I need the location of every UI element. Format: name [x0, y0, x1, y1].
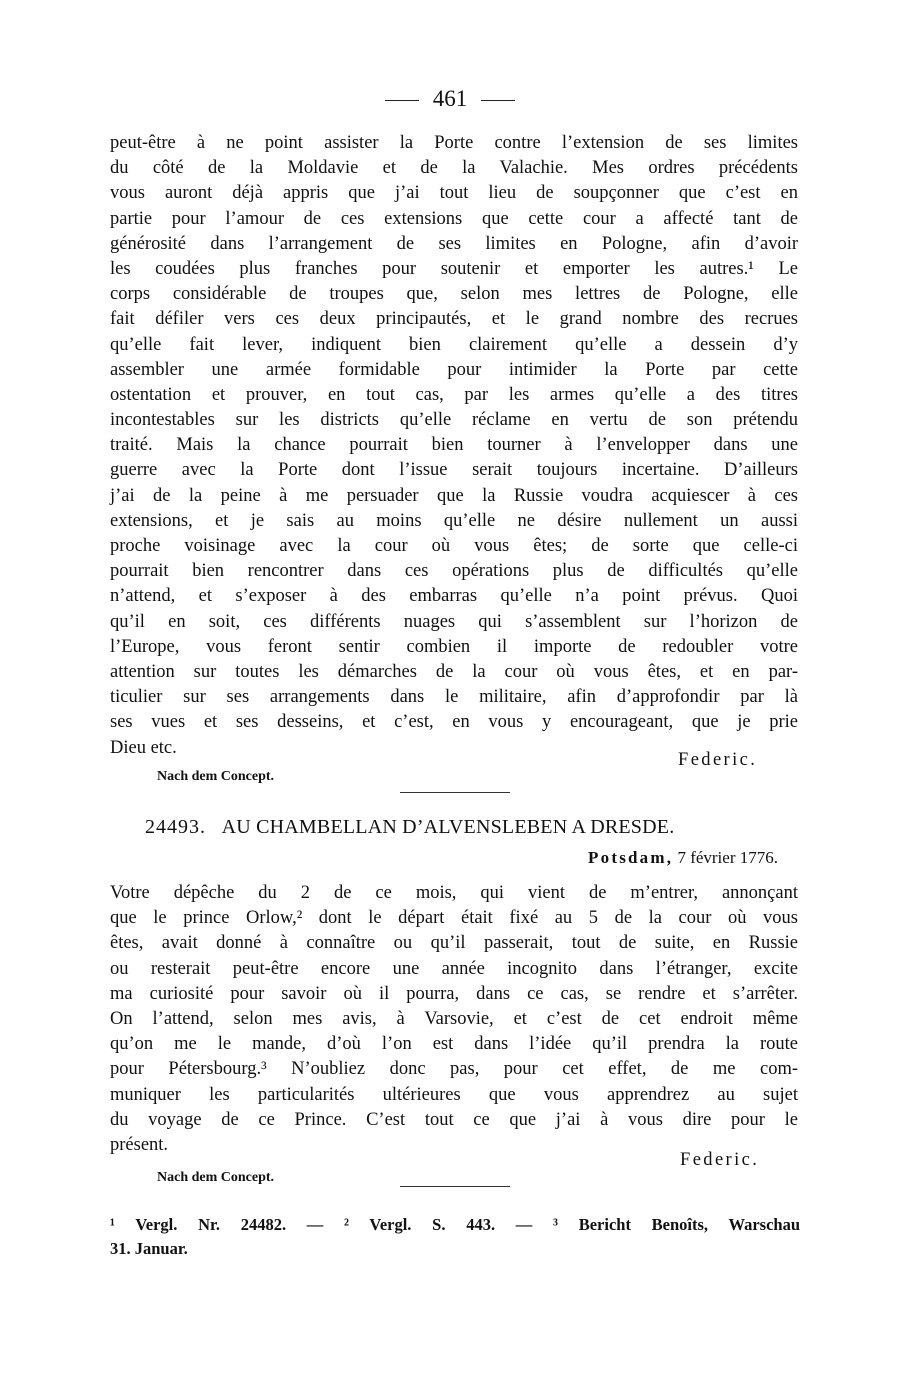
- page-number: [0, 84, 900, 114]
- text-line: du côté de la Moldavie et de la Valachie. Mes ordres précédents: [110, 158, 798, 179]
- text-line: générosité dans l’arrangement de ses limites en Pologne, afin d’avoir: [110, 233, 798, 254]
- footnote-line: 31. Januar.: [110, 1239, 188, 1258]
- text-line: assembler une armée formidable pour intimider la Porte par cette: [110, 359, 798, 380]
- text-line: fait défiler vers ces deux principautés, et le grand nombre des recrues: [110, 309, 798, 330]
- text-line: présent.: [110, 1134, 169, 1155]
- text-line: ostentation et prouver, en tout cas, par les armes qu’elle a des titres: [110, 384, 798, 405]
- text-line: pourrait bien rencontrer dans ces opérations plus de difficultés qu’elle: [110, 561, 798, 582]
- text-line: On l’attend, selon mes avis, à Varsovie, et c’est de cet endroit même: [110, 1008, 798, 1029]
- footnote-line: ¹ Vergl. Nr. 24482. — ² Vergl. S. 443. — ³ Bericht Benoîts, Warschau: [110, 1215, 800, 1234]
- continued-letter-body: [110, 131, 798, 761]
- letter-date: 7 février 1776.: [677, 848, 778, 867]
- text-line: l’Europe, vous feront sentir combien il importe de redoubler votre: [110, 636, 798, 657]
- letter-source-note: Nach dem Concept.: [157, 1170, 275, 1185]
- text-line: attention sur toutes les démarches de la cour où vous êtes, et en par-: [110, 661, 798, 682]
- letter-number: 24493.: [145, 816, 206, 838]
- text-line: ticulier sur ses arrangements dans le militaire, afin d’approfondir par là: [110, 687, 798, 708]
- text-line: êtes, avait donné à connaître ou qu’il passerait, tout de suite, en Russie: [110, 933, 798, 954]
- section-divider: [400, 792, 510, 793]
- letter-body: [110, 881, 798, 1158]
- text-line: Dieu etc.: [110, 737, 177, 758]
- text-line: du voyage de ce Prince. C’est tout ce que j’ai à vous dire pour le: [110, 1109, 798, 1130]
- page-number-text: 461: [432, 86, 468, 111]
- text-line: peut-être à ne point assister la Porte contre l’extension de ses limites: [110, 133, 798, 153]
- text-line: que le prince Orlow,² dont le départ était fixé au 5 de la cour où vous: [110, 908, 798, 929]
- letter-signature: Federic.: [680, 1150, 760, 1170]
- letter-heading: [145, 816, 798, 839]
- text-line: j’ai de la peine à me persuader que la Russie voudra acquiescer à ces: [110, 485, 798, 506]
- text-line: n’attend, et s’exposer à des embarras qu’elle n’a point prévus. Quoi: [110, 586, 798, 607]
- text-line: ma curiosité pour savoir où il pourra, dans ce cas, se rendre et s’arrêter.: [110, 983, 798, 1004]
- continued-letter-source-note: Nach dem Concept.: [157, 769, 275, 784]
- footnotes: [110, 1213, 800, 1261]
- text-line: qu’on me le mande, d’où l’on est dans l’idée qu’il prendra la route: [110, 1034, 798, 1055]
- text-line: traité. Mais la chance pourrait bien tourner à l’envelopper dans une: [110, 435, 798, 456]
- letter-title: AU CHAMBELLAN D’ALVENSLEBEN A DRESDE.: [221, 816, 675, 838]
- text-line: qu’elle fait lever, indiquent bien clairement qu’elle a dessein d’y: [110, 334, 798, 355]
- text-line: corps considérable de troupes que, selon mes lettres de Pologne, elle: [110, 284, 798, 305]
- text-line: pour Pétersbourg.³ N’oubliez donc pas, pour cet effet, de me com-: [110, 1059, 798, 1080]
- text-line: ses vues et ses desseins, et c’est, en vous y encourageant, que je prie: [110, 712, 798, 733]
- text-line: guerre avec la Porte dont l’issue serait toujours incertaine. D’ailleurs: [110, 460, 798, 481]
- footnote-divider: [400, 1186, 510, 1187]
- letter-place: Potsdam,: [588, 848, 674, 867]
- text-line: les coudées plus franches pour soutenir et emporter les autres.¹ Le: [110, 258, 798, 279]
- text-line: partie pour l’amour de ces extensions que cette cour a affecté tant de: [110, 208, 798, 229]
- letter-dateline: [588, 848, 778, 868]
- page-number-rule-right: [481, 100, 515, 101]
- text-line: qu’il en soit, ces différents nuages qui s’assemblent sur l’horizon de: [110, 611, 798, 632]
- text-line: vous auront déjà appris que j’ai tout lieu de soupçonner que c’est en: [110, 183, 798, 204]
- text-line: Votre dépêche du 2 de ce mois, qui vient de m’entrer, annonçant: [110, 883, 798, 903]
- text-line: ou resterait peut-être encore une année incognito dans l’étranger, excite: [110, 958, 798, 979]
- text-line: muniquer les particularités ultérieures que vous apprendrez au sujet: [110, 1084, 798, 1105]
- page-number-rule-left: [385, 100, 419, 101]
- continued-letter-signature: Federic.: [678, 750, 758, 770]
- text-line: extensions, et je sais au moins qu’elle ne désire nullement un aussi: [110, 510, 798, 531]
- text-line: proche voisinage avec la cour où vous êtes; de sorte que celle-ci: [110, 536, 798, 556]
- text-line: incontestables sur les districts qu’elle réclame en vertu de son prétendu: [110, 410, 798, 431]
